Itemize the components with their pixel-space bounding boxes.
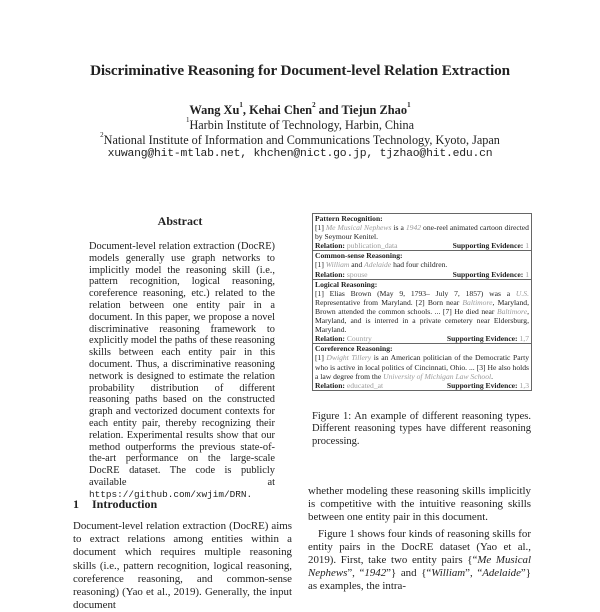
section-heading-introduction [73, 497, 157, 512]
entity-mention: Me Musical Nephews [325, 223, 392, 233]
figure-1-box [312, 213, 532, 391]
figure-section-text: [1] Elias Brown (May 9, 1793– July 7, 1857) was a U.S. Representative from Maryland. [2] Born near Baltimore, Maryland, Brown attended the common schools. ... [7] He died near Baltimore, Maryland, and is interred in a private cemetery near Eldersburg, Maryland. [315, 288, 530, 335]
relation-label: Relation: [315, 269, 345, 279]
figure-section-heading: Coreference Reasoning: [315, 344, 393, 354]
paragraph: Figure 1 shows four kinds of reasoning skills for entity pairs in the DocRE dataset (Yao et al., 2019). First, take two entity pairs {“Me Musical Nephews”, “1942”} and {“William”, “Adelaide”} as examples, the intra- [308, 527, 532, 593]
relation-row [315, 270, 529, 279]
affiliation-text: Harbin Institute of Technology, Harbin, China [189, 118, 415, 132]
section-number: 1 [73, 497, 79, 511]
entity-mention: Baltimore [462, 297, 493, 307]
evidence-label: Supporting Evidence: [452, 269, 524, 279]
evidence-value: 1,3 [519, 380, 529, 390]
evidence-label: Supporting Evidence: [446, 334, 518, 344]
paragraph: whether modeling these reasoning skills implicitly is competitive with the intuitive reasoning skills between one entity pair in this document. [308, 485, 531, 524]
entity-mention: U.S. [515, 288, 529, 298]
affiliation-number: 1 [185, 116, 190, 124]
relation-label: Relation: [315, 241, 345, 251]
entity-mention: Baltimore [497, 306, 528, 316]
evidence-value: 1,7 [519, 334, 529, 344]
entity-mention: Me Musical Nephews [308, 554, 532, 580]
entity-mention: University of Michigan Law School [383, 371, 492, 381]
figure-section-pattern-recognition [313, 214, 531, 250]
evidence-value: 1 [525, 241, 529, 251]
figure-section-common-sense-reasoning [313, 250, 531, 278]
figure-section-coreference-reasoning [313, 343, 531, 389]
affiliation-1 [0, 118, 600, 133]
affiliation-2 [0, 133, 600, 148]
figure-section-logical-reasoning [313, 279, 531, 344]
author-affiliation-mark: 1 [239, 101, 243, 109]
relation-value: publication_data [346, 241, 398, 251]
author-name: Kehai Chen [249, 103, 313, 117]
relation-row [315, 381, 529, 390]
author-separator: and [315, 103, 342, 117]
entity-mention: 1942 [405, 223, 422, 233]
author-affiliation-mark: 1 [407, 101, 411, 109]
author-separator: , [242, 103, 250, 117]
figure-section-heading: Common-sense Reasoning: [315, 251, 403, 261]
relation-value: educated_at [346, 380, 384, 390]
relation-label: Relation: [315, 334, 345, 344]
author-name: Wang Xu [189, 103, 240, 117]
author-emails: xuwang@hit-mtlab.net, khchen@nict.go.jp, tjzhao@hit.edu.cn [107, 148, 493, 160]
figure-1-caption: Figure 1: An example of different reasoning types. Different reasoning types have different reasoning processing. [312, 411, 531, 447]
figure-section-text: [1] Dwight Tillery is an American politician of the Democratic Party who is active in local politics of Cincinnati, Ohio. ... [3] He also holds a law degree from the University of Michigan Law School. [315, 353, 529, 381]
relation-value: Country [346, 334, 372, 344]
entity-mention: William [325, 260, 350, 270]
introduction-paragraph: Document-level relation extraction (DocRE) aims to extract relations among entities within a document which requires multiple reasoning skills (i.e., pattern recognition, logical reasoning, coreference reasoning, and common-sense reasoning) (Yao et al., 2019). Generally, the input document [73, 520, 292, 612]
figure-section-text: [1] William and Adelaide had four children. [315, 260, 448, 270]
relation-value: spouse [346, 269, 368, 279]
author-name: Tiejun Zhao [341, 103, 408, 117]
entity-mention: Adelaide [482, 567, 521, 580]
abstract-text: Document-level relation extraction (DocRE) models generally use graph networks to implicitly model the reasoning skill (i.e., pattern recognition, logical reasoning, coreference reasoning, etc.) related to the relation between one entity pair in a document. In this paper, we propose a novel discriminative reasoning framework to explicitly model the paths of these reasoning skills between each entity pair in this document. Thus, a discriminative reasoning network is designed to estimate the relation probability distribution of different reasoning paths based on the constructed graph and vectorized document contexts for each entity pair, thereby recognizing their relation. Experimental results show that our method outperforms the previous state-of-the-art performance on the large-scale DocRE dataset. The code is publicly available at [89, 241, 275, 488]
relation-row [315, 334, 529, 343]
evidence-label: Supporting Evidence: [446, 380, 518, 390]
evidence-label: Supporting Evidence: [452, 241, 524, 251]
code-link[interactable]: https://github.com/xwjim/DRN. [89, 488, 253, 500]
affiliation-number: 2 [100, 131, 104, 139]
affiliation-text: National Institute of Information and Communications Technology, Kyoto, Japan [103, 133, 500, 147]
entity-mention: William [431, 567, 466, 580]
evidence-value: 1 [525, 269, 529, 279]
relation-row [315, 241, 529, 250]
entity-mention: 1942 [364, 567, 387, 580]
section-title: Introduction [92, 497, 158, 511]
figure-section-text: [1] Me Musical Nephews is a 1942 one-reel animated cartoon directed by Seymour Kenitel. [315, 223, 529, 242]
relation-label: Relation: [315, 380, 345, 390]
abstract-body [89, 241, 275, 501]
figure-section-heading: Pattern Recognition: [315, 214, 383, 223]
author-affiliation-mark: 2 [312, 101, 316, 109]
figure-section-heading: Logical Reasoning: [315, 279, 378, 289]
paper-title: Discriminative Reasoning for Document-level Relation Extraction [90, 62, 510, 79]
right-column-body [308, 485, 531, 594]
entity-mention: Dwight Tillery [326, 353, 372, 363]
entity-mention: Adelaide [364, 260, 392, 270]
abstract-heading: Abstract [157, 214, 203, 228]
author-list [0, 103, 600, 118]
